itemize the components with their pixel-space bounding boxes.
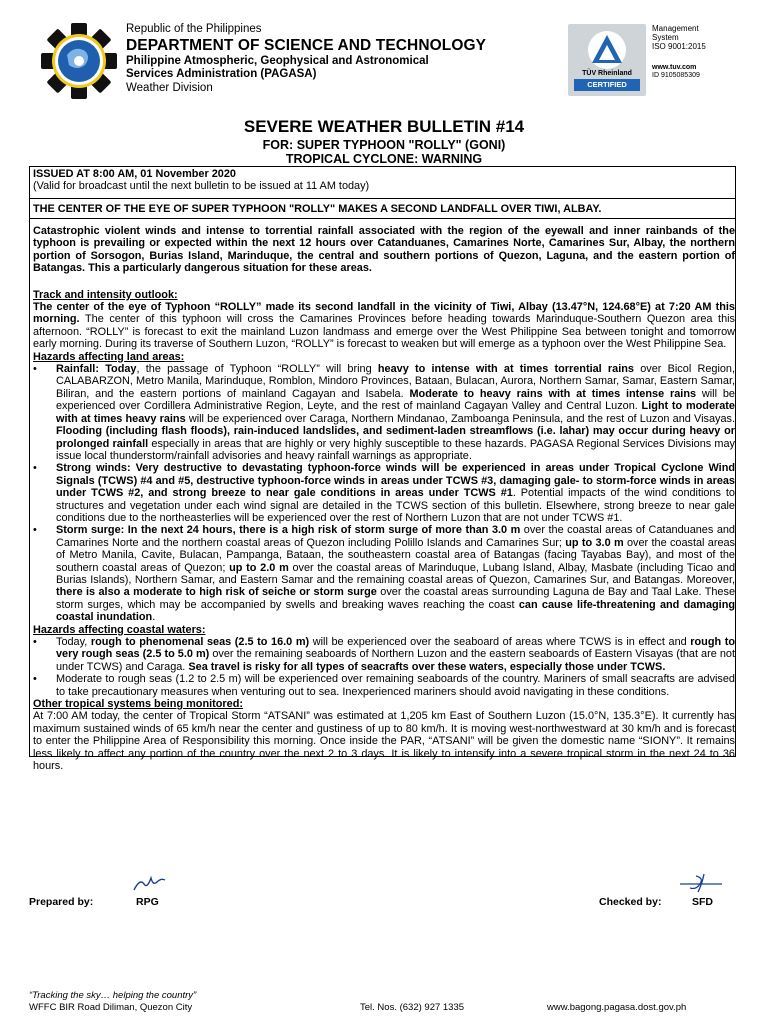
- coastal-hazards-list: [33, 636, 735, 698]
- bulletin-body: [33, 225, 735, 772]
- checked-by-initials: SFD: [692, 896, 713, 908]
- divider: [29, 198, 736, 199]
- tuv-brand: TÜV Rheinland: [582, 70, 632, 77]
- division-name: Weather Division: [126, 81, 213, 94]
- checked-signature: [676, 872, 726, 896]
- tagline: “Tracking the sky… helping the country”: [29, 990, 197, 1001]
- republic-label: Republic of the Philippines: [126, 23, 262, 35]
- cert-system: System: [652, 33, 679, 43]
- summary-paragraph: Catastrophic violent winds and intense to torrential rainfall associated with the region of the eyewall and inner rainbands of the typhoon is prevailing or expected within the next 12 hours over Catanduanes, Camarines Norte, Camarines Sur, Albay, the northern portion of Sorsogon, Burias Island, Marinduque, the central and southern portions of Quezon, Laguna, and the eastern portion of Batangas. This a particularly dangerous situation for these areas.: [33, 225, 735, 275]
- certification-details: [652, 24, 722, 80]
- headline: THE CENTER OF THE EYE OF SUPER TYPHOON "ROLLY" MAKES A SECOND LANDFALL OVER TIWI, ALBAY.: [33, 203, 602, 215]
- cert-url: www.tuv.com: [652, 63, 697, 71]
- checked-by-label: Checked by:: [599, 896, 662, 908]
- strong-winds-item: • Strong winds: Very destructive to devastating typhoon-force winds will be experienced in areas under Tropical Cyclone Wind Signals (TCWS) #4 and #5, destructive typhoon-force winds in areas under TCWS #3, damaging gale- to storm-force winds in areas under TCWS #2, and strong breeze to near gale conditions in areas under TCWS #1. Potential impacts of the wind conditions to structures and vegetation under each wind signal are detailed in the TCWS section of this bulletin. Elsewhere, strong breeze to near gale conditions due to the northeasterlies will be experienced over the rest of Northern Luzon that are not under TCWS #1.: [56, 462, 735, 524]
- rainfall-item: • Rainfall: Today, the passage of Typhoon “ROLLY” will bring heavy to intense with at times torrential rains over Bicol Region, CALABARZON, Metro Manila, Marinduque, Romblon, Mindoro Provinces, Bataan, Bulacan, Aurora, Northern Samar, Samar, Eastern Samar, Biliran, and the eastern portions of mainland Cagayan and Isabela. Moderate to heavy rains with at times intense rains will be experienced over Cordillera Administrative Region, Leyte, and the rest of mainland Cagayan Valley and Central Luzon. Light to moderate with at times heavy rains will be experienced over Caraga, Northern Mindanao, Zamboanga Peninsula, and the rest of Luzon and Visayas. Flooding (including flash floods), rain-induced landslides, and sediment-laden streamflows (i.e. lahar) may occur during heavy or prolonged rainfall especially in areas that are highly or very highly susceptible to these hazards. PAGASA Regional Services Divisions may issue local thunderstorm/rainfall advisories and heavy rainfall warnings as appropriate.: [56, 363, 735, 462]
- track-heading: Track and intensity outlook:: [33, 288, 178, 301]
- issuance-block: [33, 168, 735, 193]
- prepared-signature: [130, 874, 170, 894]
- cert-management: Management: [652, 24, 699, 33]
- other-systems-heading: Other tropical systems being monitored:: [33, 698, 243, 711]
- track-paragraph: The center of the eye of Typhoon “ROLLY” made its second landfall in the vicinity of Tiwi, Albay (13.47°N, 124.68°E) at 7:20 AM this morning. The center of this typhoon will cross the Camarines Provinces before heading towards Marinduque-Southern Quezon area this afternoon. “ROLLY” is forecast to exit the mainland Luzon landmass and emerge over the West Philippine Sea between tonight and tomorrow early morning. During its traverse of Southern Luzon, “ROLLY” is forecast to weaken but will emerge as a typhoon over the West Philippine Sea.: [33, 301, 735, 351]
- validity-note: (Valid for broadcast until the next bulletin to be issued at 11 AM today): [33, 180, 370, 193]
- telephone-numbers: Tel. Nos. (632) 927 1335: [360, 1002, 465, 1013]
- website-link[interactable]: www.bagong.pagasa.dost.gov.ph: [547, 1002, 687, 1013]
- pagasa-logo: [38, 22, 120, 100]
- tropical-cyclone-status: TROPICAL CYCLONE: WARNING: [285, 152, 483, 166]
- bulletin-subject: FOR: SUPER TYPHOON "ROLLY" (GONI): [262, 138, 506, 152]
- issued-time: ISSUED AT 8:00 AM, 01 November 2020: [33, 168, 236, 180]
- prepared-by-initials: RPG: [136, 896, 159, 908]
- agency-name-line1: Philippine Atmospheric, Geophysical and Astronomical: [126, 54, 429, 67]
- certified-badge: CERTIFIED: [574, 79, 640, 91]
- land-hazards-list: [33, 363, 735, 624]
- office-address: WFFC BIR Road Diliman, Quezon City: [29, 1002, 193, 1013]
- tuv-certification-seal: [568, 24, 646, 96]
- sea-condition-item: • Today, rough to phenomenal seas (2.5 to 16.0 m) will be experienced over the seaboard of areas where TCWS is in effect and rough to very rough seas (2.5 to 5.0 m) over the remaining seaboards of Northern Luzon and the eastern seaboards of Eastern Visayas (that are not under TCWS) and Caraga. Sea travel is risky for all types of seacrafts over these waters, especially those under TCWS.: [56, 636, 735, 673]
- bulletin-title: SEVERE WEATHER BULLETIN #14: [243, 117, 525, 136]
- storm-surge-item: • Storm surge: In the next 24 hours, there is a high risk of storm surge of more than 3.0 m over the coastal areas of Catanduanes and Camarines Norte and the northern coastal areas of Quezon including Polillo Islands and Camarines Sur; up to 3.0 m over the coastal areas of Metro Manila, Cavite, Bulacan, Pampanga, Bataan, the southeastern coastal area of Batangas (facing Tayabas Bay), and most of the southern coastal areas of Quezon; up to 2.0 m over the coastal areas of Marinduque, Lubang Island, Albay, Masbate (including Ticao and Burias Islands), Northern Samar, and Eastern Samar and the remaining coastal areas of Quezon, Camarines Sur, and Batangas. Moreover, there is also a moderate to high risk of seiche or storm surge over the coastal areas surrounding Laguna de Bay and Taal Lake. These storm surges, which may be accompanied by swells and breaking waves reaching the coast can cause life-threatening and damaging coastal inundation.: [56, 524, 735, 623]
- agency-header: [126, 23, 546, 96]
- coastal-hazards-heading: Hazards affecting coastal waters:: [33, 623, 206, 636]
- other-systems-paragraph: At 7:00 AM today, the center of Tropical Storm “ATSANI” was estimated at 1,205 km East of Southern Luzon (15.0°N, 135.3°E). It currently has maximum sustained winds of 65 km/h near the center and gustiness of up to 80 km/h. It is moving west-northwestward at 30 km/h and is forecast to enter the Philippine Area of Responsibility this morning. Once inside the PAR, “ATSANI” will be given the domestic name “SIONY”. It remains less likely to affect any portion of the country over the next 2 to 3 days. It is likely to intensify into a severe tropical storm in the next 24 to 36 hours.: [33, 710, 735, 773]
- sea-condition-item: • Moderate to rough seas (1.2 to 2.5 m) will be experienced over remaining seaboards of the country. Mariners of small seacrafts are advised to take precautionary measures when venturing out to sea. Inexperienced mariners should avoid navigating in these conditions.: [56, 673, 735, 698]
- cert-iso: ISO 9001:2015: [652, 42, 706, 52]
- agency-name-line2: Services Administration (PAGASA): [126, 68, 317, 81]
- prepared-by-label: Prepared by:: [29, 896, 94, 908]
- divider: [29, 218, 736, 219]
- department-name: DEPARTMENT OF SCIENCE AND TECHNOLOGY: [126, 36, 487, 54]
- cert-id: ID 9105085309: [652, 71, 700, 79]
- land-hazards-heading: Hazards affecting land areas:: [33, 350, 185, 363]
- tuv-triangle-icon: [585, 30, 629, 70]
